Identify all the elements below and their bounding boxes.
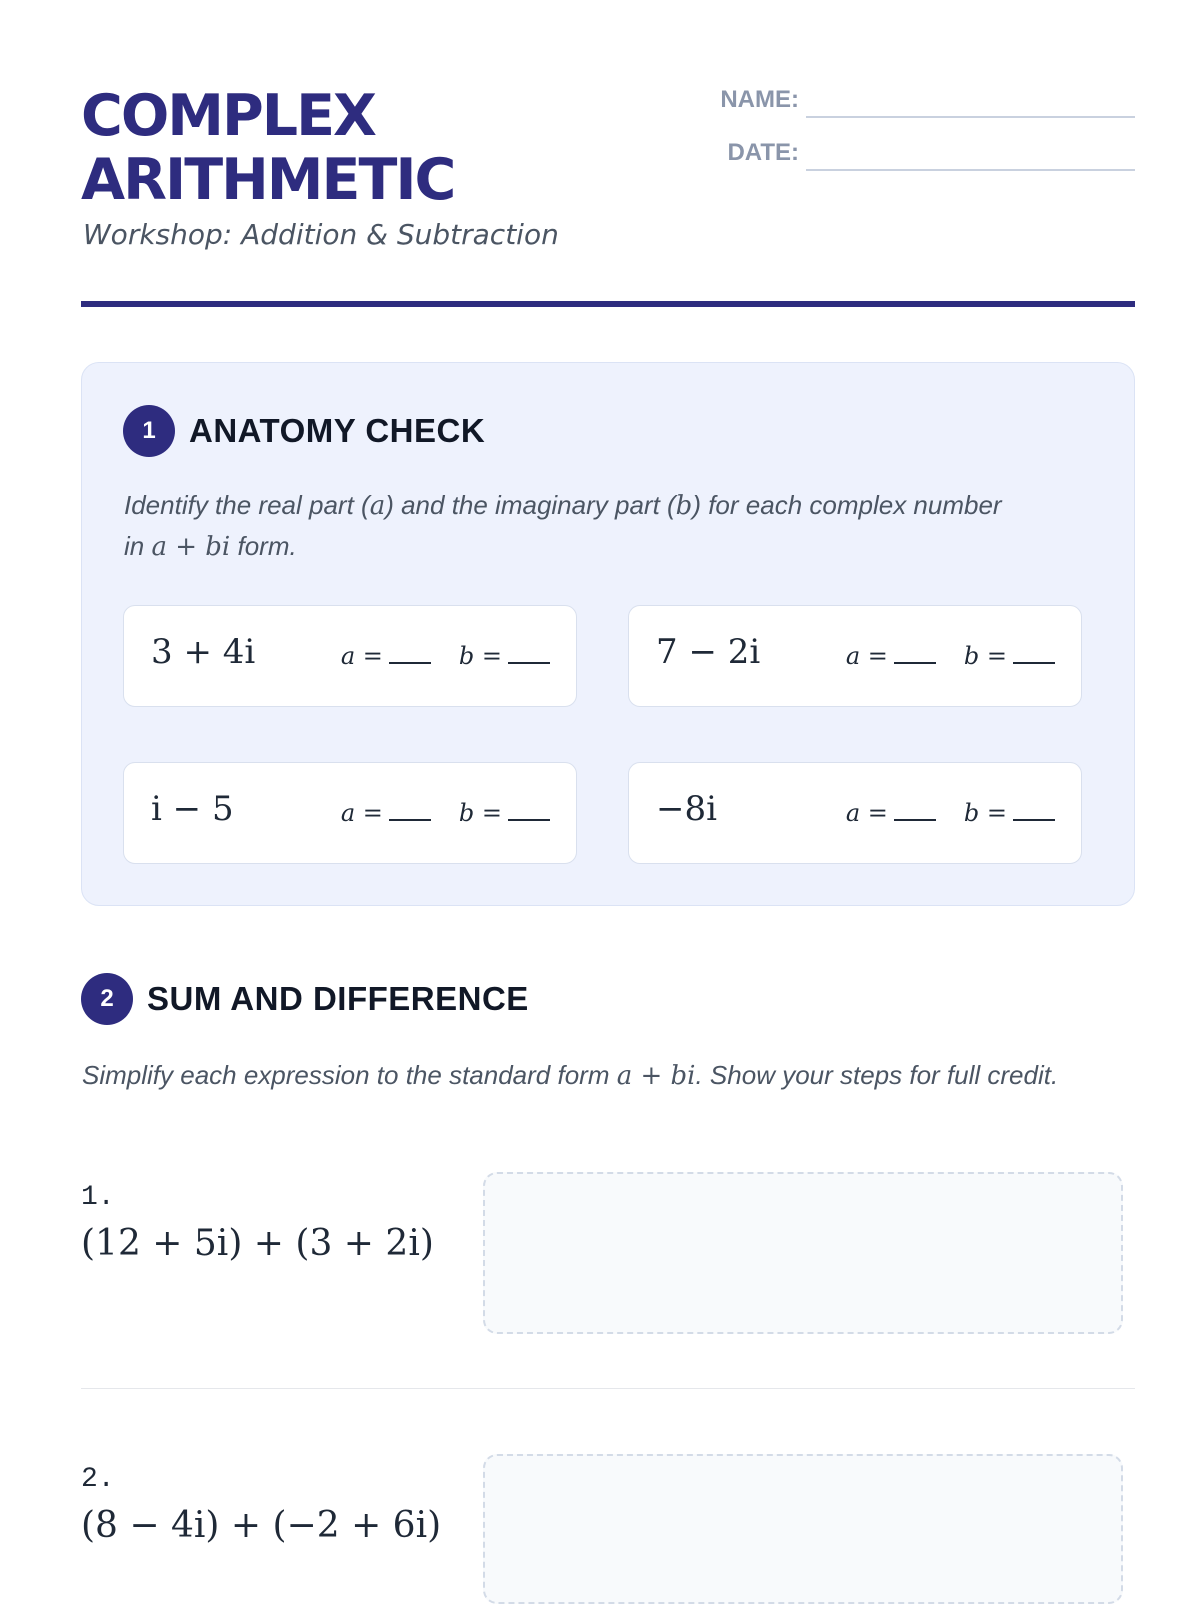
instr-form: a + bi (151, 532, 231, 562)
problem-expression: (12 + 5i) + (3 + 2i) (81, 1223, 434, 1264)
instr-text: form. (230, 531, 297, 561)
section-1-heading (123, 405, 485, 457)
anatomy-check-panel (81, 362, 1135, 906)
section-2-badge: 2 (81, 973, 133, 1025)
problem-number: 2. (81, 1464, 115, 1495)
b-blank[interactable] (1013, 642, 1055, 664)
b-blank[interactable] (508, 799, 550, 821)
a-label: a = (845, 642, 888, 670)
a-blank[interactable] (894, 799, 936, 821)
a-blank[interactable] (389, 642, 431, 664)
a-label: a = (340, 799, 383, 827)
instr-text: . Show your steps for full credit. (695, 1060, 1059, 1090)
b-label: b = (458, 799, 502, 827)
name-label: NAME: (720, 86, 799, 113)
problem-number: 1. (81, 1182, 115, 1213)
answer-fields (341, 642, 550, 670)
answer-fields (846, 799, 1055, 827)
anatomy-card (123, 762, 577, 864)
section-1-title: ANATOMY CHECK (189, 412, 486, 449)
instr-text: ) for each complex number in (124, 490, 1002, 561)
b-label: b = (963, 642, 1007, 670)
section-2-instructions (82, 1055, 1142, 1096)
student-info (703, 84, 1135, 190)
date-row (703, 137, 1135, 190)
section-1-badge: 1 (123, 405, 175, 457)
section-2-heading (81, 973, 529, 1025)
instr-var-a: a (369, 491, 386, 521)
b-label: b = (963, 799, 1007, 827)
work-area[interactable] (483, 1454, 1123, 1604)
title-line-2: ARITHMETIC (81, 147, 455, 213)
a-label: a = (340, 642, 383, 670)
problem-item (81, 1454, 1135, 1546)
answer-fields (846, 642, 1055, 670)
a-label: a = (845, 799, 888, 827)
problem-divider (81, 1388, 1135, 1389)
b-label: b = (458, 642, 502, 670)
date-label: DATE: (727, 139, 799, 166)
a-blank[interactable] (894, 642, 936, 664)
name-field[interactable] (806, 116, 1135, 118)
instr-var-b: b (675, 491, 693, 521)
section-2-title: SUM AND DIFFERENCE (147, 980, 529, 1017)
work-area[interactable] (483, 1172, 1123, 1334)
instr-text: Identify the real part ( (124, 490, 370, 520)
anatomy-card (628, 762, 1082, 864)
header-divider (81, 301, 1135, 307)
instr-text: Simplify each expression to the standard form (82, 1060, 617, 1090)
complex-number: 7 − 2i (656, 632, 761, 672)
title-line-1: COMPLEX (81, 83, 375, 149)
worksheet-title (81, 84, 601, 212)
complex-number: 3 + 4i (151, 632, 256, 672)
instr-text: ) and the imaginary part ( (385, 490, 676, 520)
worksheet-subtitle: Workshop: Addition & Subtraction (83, 218, 559, 251)
answer-fields (341, 799, 550, 827)
anatomy-card (123, 605, 577, 707)
a-blank[interactable] (389, 799, 431, 821)
b-blank[interactable] (1013, 799, 1055, 821)
section-1-instructions (124, 485, 1024, 567)
instr-form: a + bi (616, 1061, 696, 1091)
complex-number: i − 5 (151, 789, 234, 829)
date-field[interactable] (806, 169, 1135, 171)
problem-expression: (8 − 4i) + (−2 + 6i) (81, 1505, 442, 1546)
worksheet-header (81, 84, 1135, 309)
problem-item (81, 1172, 1135, 1264)
b-blank[interactable] (508, 642, 550, 664)
name-row (703, 84, 1135, 137)
anatomy-card (628, 605, 1082, 707)
complex-number: −8i (656, 789, 717, 829)
